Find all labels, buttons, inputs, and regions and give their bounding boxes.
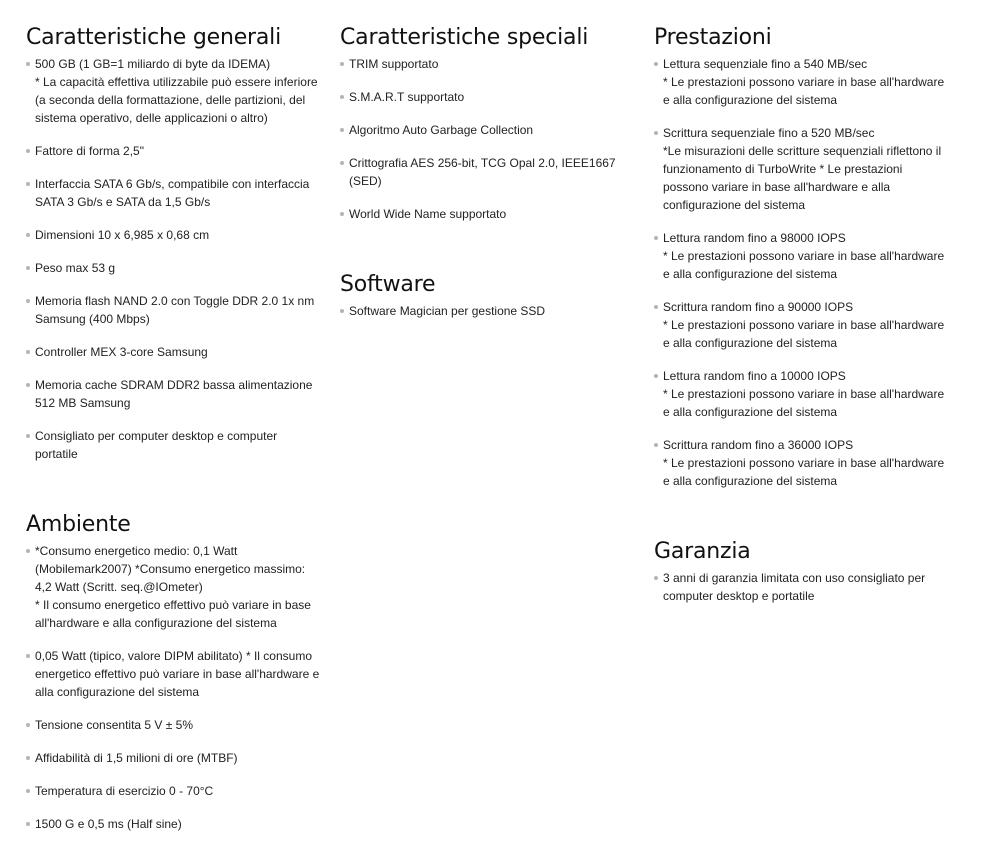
- spec-text: *Consumo energetico medio: 0,1 Watt (Mobilemark2007) *Consumo energetico massimo: 4,2 Watt (Scritt. seq.@IOmeter) * Il consumo energetico effettivo può variare in base all'hardware e alla configurazione del sistema: [35, 544, 311, 630]
- bullet-icon: [26, 299, 30, 303]
- spec-text: Peso max 53 g: [35, 261, 116, 275]
- bullet-icon: [26, 723, 30, 727]
- bullet-icon: [26, 350, 30, 354]
- spec-item: [26, 542, 322, 632]
- section-environment: [26, 487, 322, 833]
- spec-item: [26, 226, 322, 244]
- bullet-icon: [340, 62, 344, 66]
- bullet-icon: [26, 549, 30, 553]
- bullet-icon: [26, 822, 30, 826]
- spec-list-environment: [26, 542, 322, 833]
- spec-list-software: [340, 302, 636, 320]
- spec-item: [654, 436, 950, 490]
- section-title-special: Caratteristiche speciali: [340, 25, 589, 50]
- bullet-icon: [26, 233, 30, 237]
- spec-list-special: [340, 55, 636, 223]
- section-general: [26, 0, 322, 463]
- spec-item: [340, 302, 636, 320]
- spec-item: [340, 88, 636, 106]
- spec-text: Controller MEX 3-core Samsung: [35, 345, 208, 359]
- spec-text: Interfaccia SATA 6 Gb/s, compatibile con interfaccia SATA 3 Gb/s e SATA da 1,5 Gb/s: [35, 177, 310, 209]
- spec-text: World Wide Name supportato: [349, 207, 507, 221]
- spec-text: Lettura random fino a 98000 IOPS * Le prestazioni possono variare in base all'hardware e alla configurazione del sistema: [663, 231, 945, 281]
- spec-text: Fattore di forma 2,5": [35, 144, 144, 158]
- spec-text: Scrittura random fino a 36000 IOPS * Le prestazioni possono variare in base all'hardware e alla configurazione del sistema: [663, 438, 945, 488]
- bullet-icon: [340, 212, 344, 216]
- spec-item: [26, 175, 322, 211]
- bullet-icon: [654, 576, 658, 580]
- spec-item: [26, 292, 322, 328]
- spec-text: Algoritmo Auto Garbage Collection: [349, 123, 534, 137]
- spec-text: Lettura sequenziale fino a 540 MB/sec * Le prestazioni possono variare in base all'hardware e alla configurazione del sistema: [663, 57, 945, 107]
- bullet-icon: [654, 374, 658, 378]
- spec-item: [26, 815, 322, 833]
- spec-item: [654, 55, 950, 109]
- spec-item: [26, 343, 322, 361]
- section-warranty: [654, 514, 950, 605]
- spec-item: [340, 55, 636, 73]
- spec-list-warranty: [654, 569, 950, 605]
- spec-text: Consigliato per computer desktop e computer portatile: [35, 429, 278, 461]
- spec-item: [26, 749, 322, 767]
- spec-text: Affidabilità di 1,5 milioni di ore (MTBF): [35, 751, 238, 765]
- spec-list-general: [26, 55, 322, 463]
- bullet-icon: [26, 182, 30, 186]
- spec-item: [654, 367, 950, 421]
- column-right: [654, 0, 950, 603]
- spec-list-performance: [654, 55, 950, 490]
- spec-text: Lettura random fino a 10000 IOPS * Le prestazioni possono variare in base all'hardware e alla configurazione del sistema: [663, 369, 945, 419]
- spec-item: [654, 569, 950, 605]
- spec-item: [26, 142, 322, 160]
- spec-item: [26, 782, 322, 800]
- spec-text: Tensione consentita 5 V ± 5%: [35, 718, 194, 732]
- spec-item: [26, 259, 322, 277]
- spec-text: Software Magician per gestione SSD: [349, 304, 546, 318]
- section-title-performance: Prestazioni: [654, 25, 772, 50]
- bullet-icon: [26, 266, 30, 270]
- bullet-icon: [340, 128, 344, 132]
- section-special: [340, 0, 636, 223]
- bullet-icon: [26, 149, 30, 153]
- spec-text: TRIM supportato: [349, 57, 439, 71]
- spec-text: 1500 G e 0,5 ms (Half sine): [35, 817, 182, 831]
- bullet-icon: [26, 756, 30, 760]
- bullet-icon: [654, 305, 658, 309]
- spec-item: [654, 124, 950, 214]
- spec-text: Crittografia AES 256-bit, TCG Opal 2.0, IEEE1667 (SED): [349, 156, 616, 188]
- spec-item: [26, 55, 322, 127]
- spec-item: [340, 205, 636, 223]
- spec-item: [26, 376, 322, 412]
- spec-item: [654, 298, 950, 352]
- spec-item: [26, 427, 322, 463]
- section-title-warranty: Garanzia: [654, 539, 751, 564]
- bullet-icon: [654, 62, 658, 66]
- bullet-icon: [26, 434, 30, 438]
- spec-item: [26, 716, 322, 734]
- section-title-environment: Ambiente: [26, 512, 131, 537]
- bullet-icon: [26, 383, 30, 387]
- column-left: [26, 0, 322, 831]
- section-performance: [654, 0, 950, 490]
- section-title-general: Caratteristiche generali: [26, 25, 282, 50]
- spec-item: [26, 647, 322, 701]
- spec-text: Temperatura di esercizio 0 - 70°C: [35, 784, 214, 798]
- section-title-software: Software: [340, 272, 436, 297]
- spec-text: S.M.A.R.T supportato: [349, 90, 465, 104]
- bullet-icon: [654, 131, 658, 135]
- spec-text: Dimensioni 10 x 6,985 x 0,68 cm: [35, 228, 210, 242]
- section-software: [340, 247, 636, 320]
- spec-text: Memoria cache SDRAM DDR2 bassa alimentazione 512 MB Samsung: [35, 378, 313, 410]
- spec-text: Scrittura random fino a 90000 IOPS * Le prestazioni possono variare in base all'hardware e alla configurazione del sistema: [663, 300, 945, 350]
- spec-text: 500 GB (1 GB=1 miliardo di byte da IDEMA) * La capacità effettiva utilizzabile può essere inferiore (a seconda della formattazione, delle partizioni, del sistema operativo, delle applicazioni o altro): [35, 57, 318, 125]
- spec-text: Scrittura sequenziale fino a 520 MB/sec *Le misurazioni delle scritture sequenziali riflettono il funzionamento di TurboWrite * Le prestazioni possono variare in base all'hardware e alla configurazione del sistema: [663, 126, 942, 212]
- bullet-icon: [654, 236, 658, 240]
- spec-item: [654, 229, 950, 283]
- bullet-icon: [26, 789, 30, 793]
- bullet-icon: [26, 62, 30, 66]
- bullet-icon: [340, 161, 344, 165]
- spec-text: 0,05 Watt (tipico, valore DIPM abilitato) * Il consumo energetico effettivo può variare in base all'hardware e alla configurazione del sistema: [35, 649, 320, 699]
- spec-text: 3 anni di garanzia limitata con uso consigliato per computer desktop e portatile: [663, 571, 926, 603]
- bullet-icon: [340, 309, 344, 313]
- column-middle: [340, 0, 636, 318]
- bullet-icon: [26, 654, 30, 658]
- bullet-icon: [340, 95, 344, 99]
- spec-item: [340, 121, 636, 139]
- spec-item: [340, 154, 636, 190]
- bullet-icon: [654, 443, 658, 447]
- spec-text: Memoria flash NAND 2.0 con Toggle DDR 2.0 1x nm Samsung (400 Mbps): [35, 294, 315, 326]
